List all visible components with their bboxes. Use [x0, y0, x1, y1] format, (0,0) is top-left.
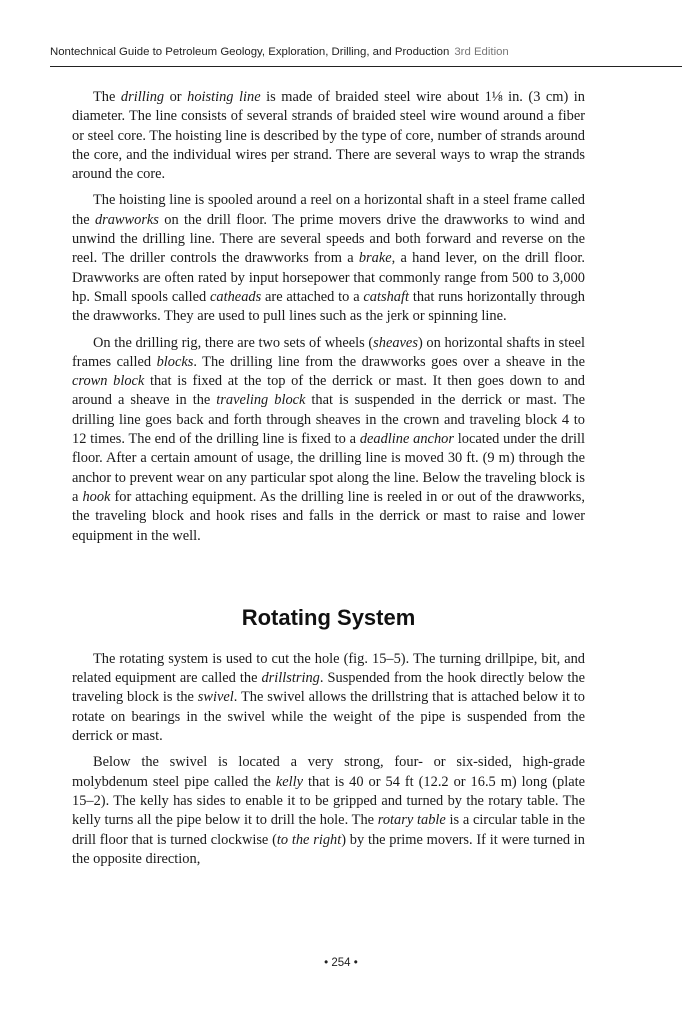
- text-run: are attached to a: [261, 288, 364, 305]
- text-run: ) by the prime movers. If it were turned in the opposite direction,: [72, 831, 585, 867]
- text-run: or: [164, 89, 188, 105]
- body-paragraph: [72, 191, 585, 326]
- italic-term: traveling block: [216, 392, 306, 409]
- italic-term: swivel: [197, 689, 234, 706]
- body-paragraph: [72, 88, 585, 184]
- text-run: is made of braided steel wire about 1⅛ in. (3 cm) in diameter. The line consists of several strands of braided steel wire wound around a fiber or steel core. The hoisting line is described by the type of core, number of strands around the core, and the individual wires per strand. There are several ways to wrap the strands around the core.: [72, 89, 585, 183]
- text-run: The hoisting line is spooled around a reel on a horizontal shaft in a steel frame called the: [72, 192, 585, 228]
- section-paragraphs: [72, 650, 585, 869]
- italic-term: rotary table: [377, 812, 446, 829]
- italic-term: to the right: [276, 831, 342, 848]
- text-run: . Suspended from the hook directly below the traveling block is the: [72, 670, 585, 706]
- italic-term: sheaves: [373, 334, 418, 351]
- text-run: is a circular table in the drill floor that is turned clockwise (: [72, 812, 585, 848]
- edition-label: 3rd Edition: [454, 46, 509, 58]
- page-body: [72, 88, 585, 876]
- italic-term: hoisting line: [187, 89, 261, 105]
- text-run: that runs horizontally through the drawworks. They are used to pull lines such as the jerk or spinning line.: [72, 288, 585, 325]
- italic-term: hook: [82, 488, 111, 505]
- text-run: The rotating system is used to cut the hole (fig. 15–5). The turning drillpipe, bit, and related equipment are called the: [72, 650, 585, 687]
- running-header: [50, 46, 682, 67]
- text-run: . The swivel allows the drillstring that is attached below it to rotate on bearings in the swivel while the weight of the pipe is suspended from the derrick or mast.: [72, 689, 585, 745]
- italic-term: kelly: [275, 773, 304, 790]
- text-run: on the drill floor. The prime movers drive the drawworks to wind and unwind the drilling line. There are several speeds and both forward and reverse on the reel. The driller controls the drawworks from a: [72, 211, 586, 267]
- text-run: ) on horizontal shafts in steel frames called: [72, 334, 586, 370]
- italic-term: blocks: [156, 353, 194, 370]
- section-heading: Rotating System: [241, 604, 416, 630]
- text-run: . The drilling line from the drawworks goes over a sheave in the: [193, 353, 586, 370]
- text-run: for attaching equipment. As the drilling line is reeled in or out of the drawworks, the traveling block and hook rises and falls in the derrick or mast to raise and lower equipment in the well.: [72, 488, 585, 544]
- italic-term: drillstring: [261, 670, 320, 687]
- italic-term: deadline anchor: [359, 431, 454, 448]
- intro-paragraphs: [72, 88, 585, 546]
- italic-term: drilling: [120, 89, 165, 105]
- italic-term: drawworks: [94, 211, 159, 228]
- page-number: • 254 •: [324, 957, 358, 969]
- text-run: The: [93, 89, 121, 105]
- text-run: located under the drill floor. After a certain amount of usage, the drilling line is moved 30 ft. (9 m) through the anchor to prevent wear on any particular spot along the line. Below the traveling block is a: [72, 431, 585, 505]
- body-paragraph: [72, 650, 585, 746]
- italic-term: catheads: [210, 288, 262, 305]
- text-run: that is fixed at the top of the derrick or mast. It then goes down to and around a sheave in the: [72, 373, 585, 409]
- body-paragraph: [72, 753, 585, 869]
- text-run: that is suspended in the derrick or mast. The drilling line goes back and forth through sheaves in the crown and traveling block 4 to 12 times. The end of the drilling line is fixed to a: [72, 392, 585, 448]
- text-run: Below the swivel is located a very strong, four- or six-sided, high-grade molybdenum steel pipe called the: [72, 754, 585, 790]
- italic-term: crown block: [72, 373, 145, 390]
- text-run: On the drilling rig, there are two sets of wheels (: [93, 334, 374, 351]
- text-run: that is 40 or 54 ft (12.2 or 16.5 m) long (plate 15–2). The kelly has sides to enable it to be gripped and turned by the rotary table. The kelly turns all the pipe below it to drill the hole. The: [72, 773, 585, 829]
- body-paragraph: [72, 334, 585, 546]
- text-run: , a hand lever, on the drill floor. Drawworks are often rated by input horsepower that commonly range from 500 to 3,000 hp. Small spools called: [72, 250, 585, 305]
- italic-term: brake: [358, 250, 392, 267]
- book-title: Nontechnical Guide to Petroleum Geology, Exploration, Drilling, and Production: [50, 46, 450, 58]
- italic-term: catshaft: [363, 288, 409, 305]
